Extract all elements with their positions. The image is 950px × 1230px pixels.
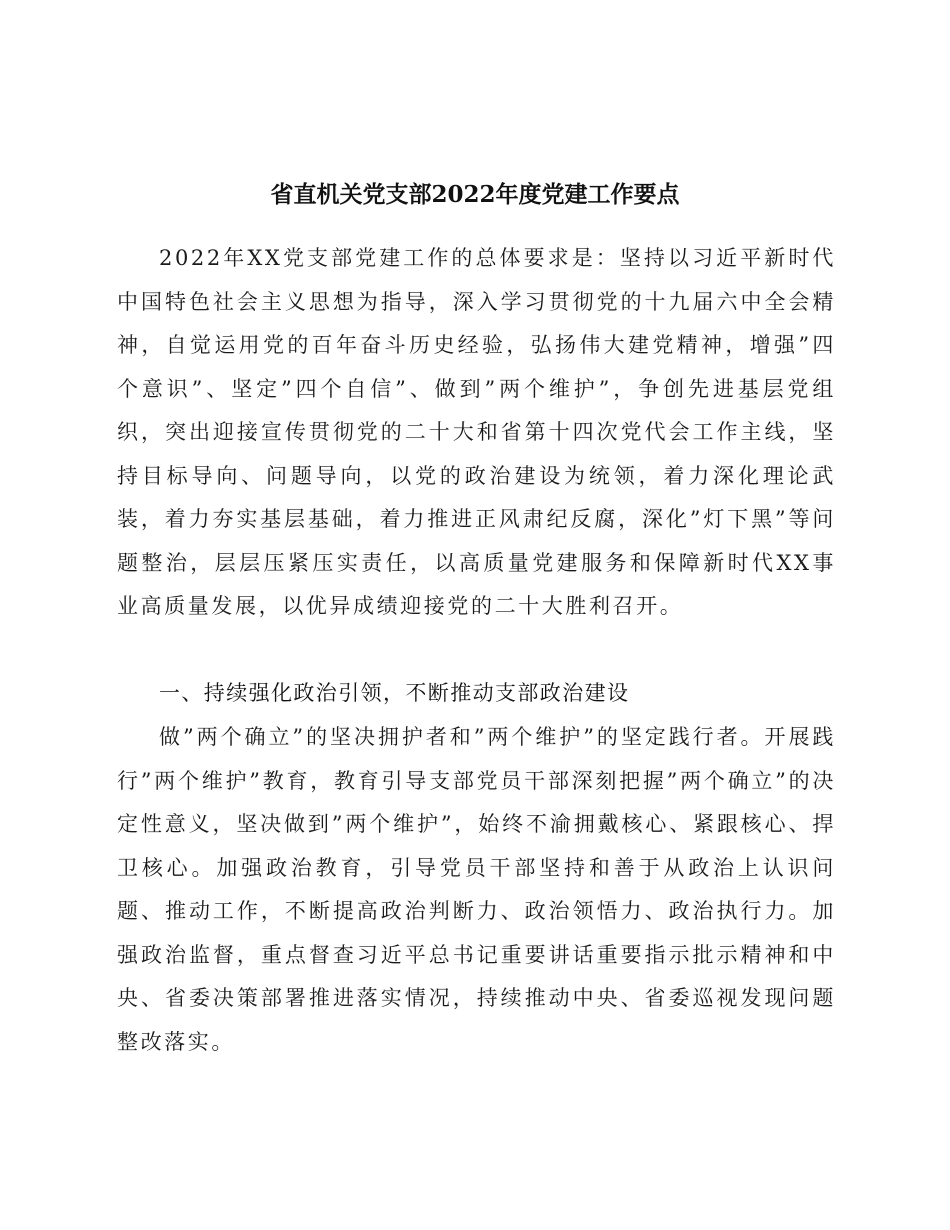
intro-paragraph: 2022年XX党支部党建工作的总体要求是：坚持以习近平新时代中国特色社会主义思想为指导，深入学习贯彻党的十九届六中全会精神，自觉运用党的百年奋斗历史经验，弘扬伟大建党精神，增强”四个意识”、坚定”四个自信”、做到”两个维护”，争创先进基层党组织，突出迎接宣传贯彻党的二十大和省第十四次党代会工作主线，坚持目标导向、问题导向，以党的政治建设为统领，着力深化理论武装，着力夯实基层基础，着力推进正风肃纪反腐，深化”灯下黑”等问题整治，层层压紧压实责任，以高质量党建服务和保障新时代XX事业高质量发展，以优异成绩迎接党的二十大胜利召开。 [117,246,836,618]
document-title: 省直机关党支部2022年度党建工作要点 [270,181,680,208]
section-1-paragraph: 做”两个确立”的坚决拥护者和”两个维护”的坚定践行者。开展践行”两个维护”教育，教育引导支部党员干部深刻把握”两个确立”的决定性意义，坚决做到”两个维护”，始终不渝拥戴核心、紧跟核心、捍卫核心。加强政治教育，引导党员干部坚持和善于从政治上认识问题、推动工作，不断提高政治判断力、政治领悟力、政治执行力。加强政治监督，重点督查习近平总书记重要讲话重要指示批示精神和中央、省委决策部署推进落实情况，持续推动中央、省委巡视发现问题整改落实。 [117,725,836,1054]
section-heading-1: 一、持续强化政治引领，不断推动支部政治建设 [159,681,630,705]
